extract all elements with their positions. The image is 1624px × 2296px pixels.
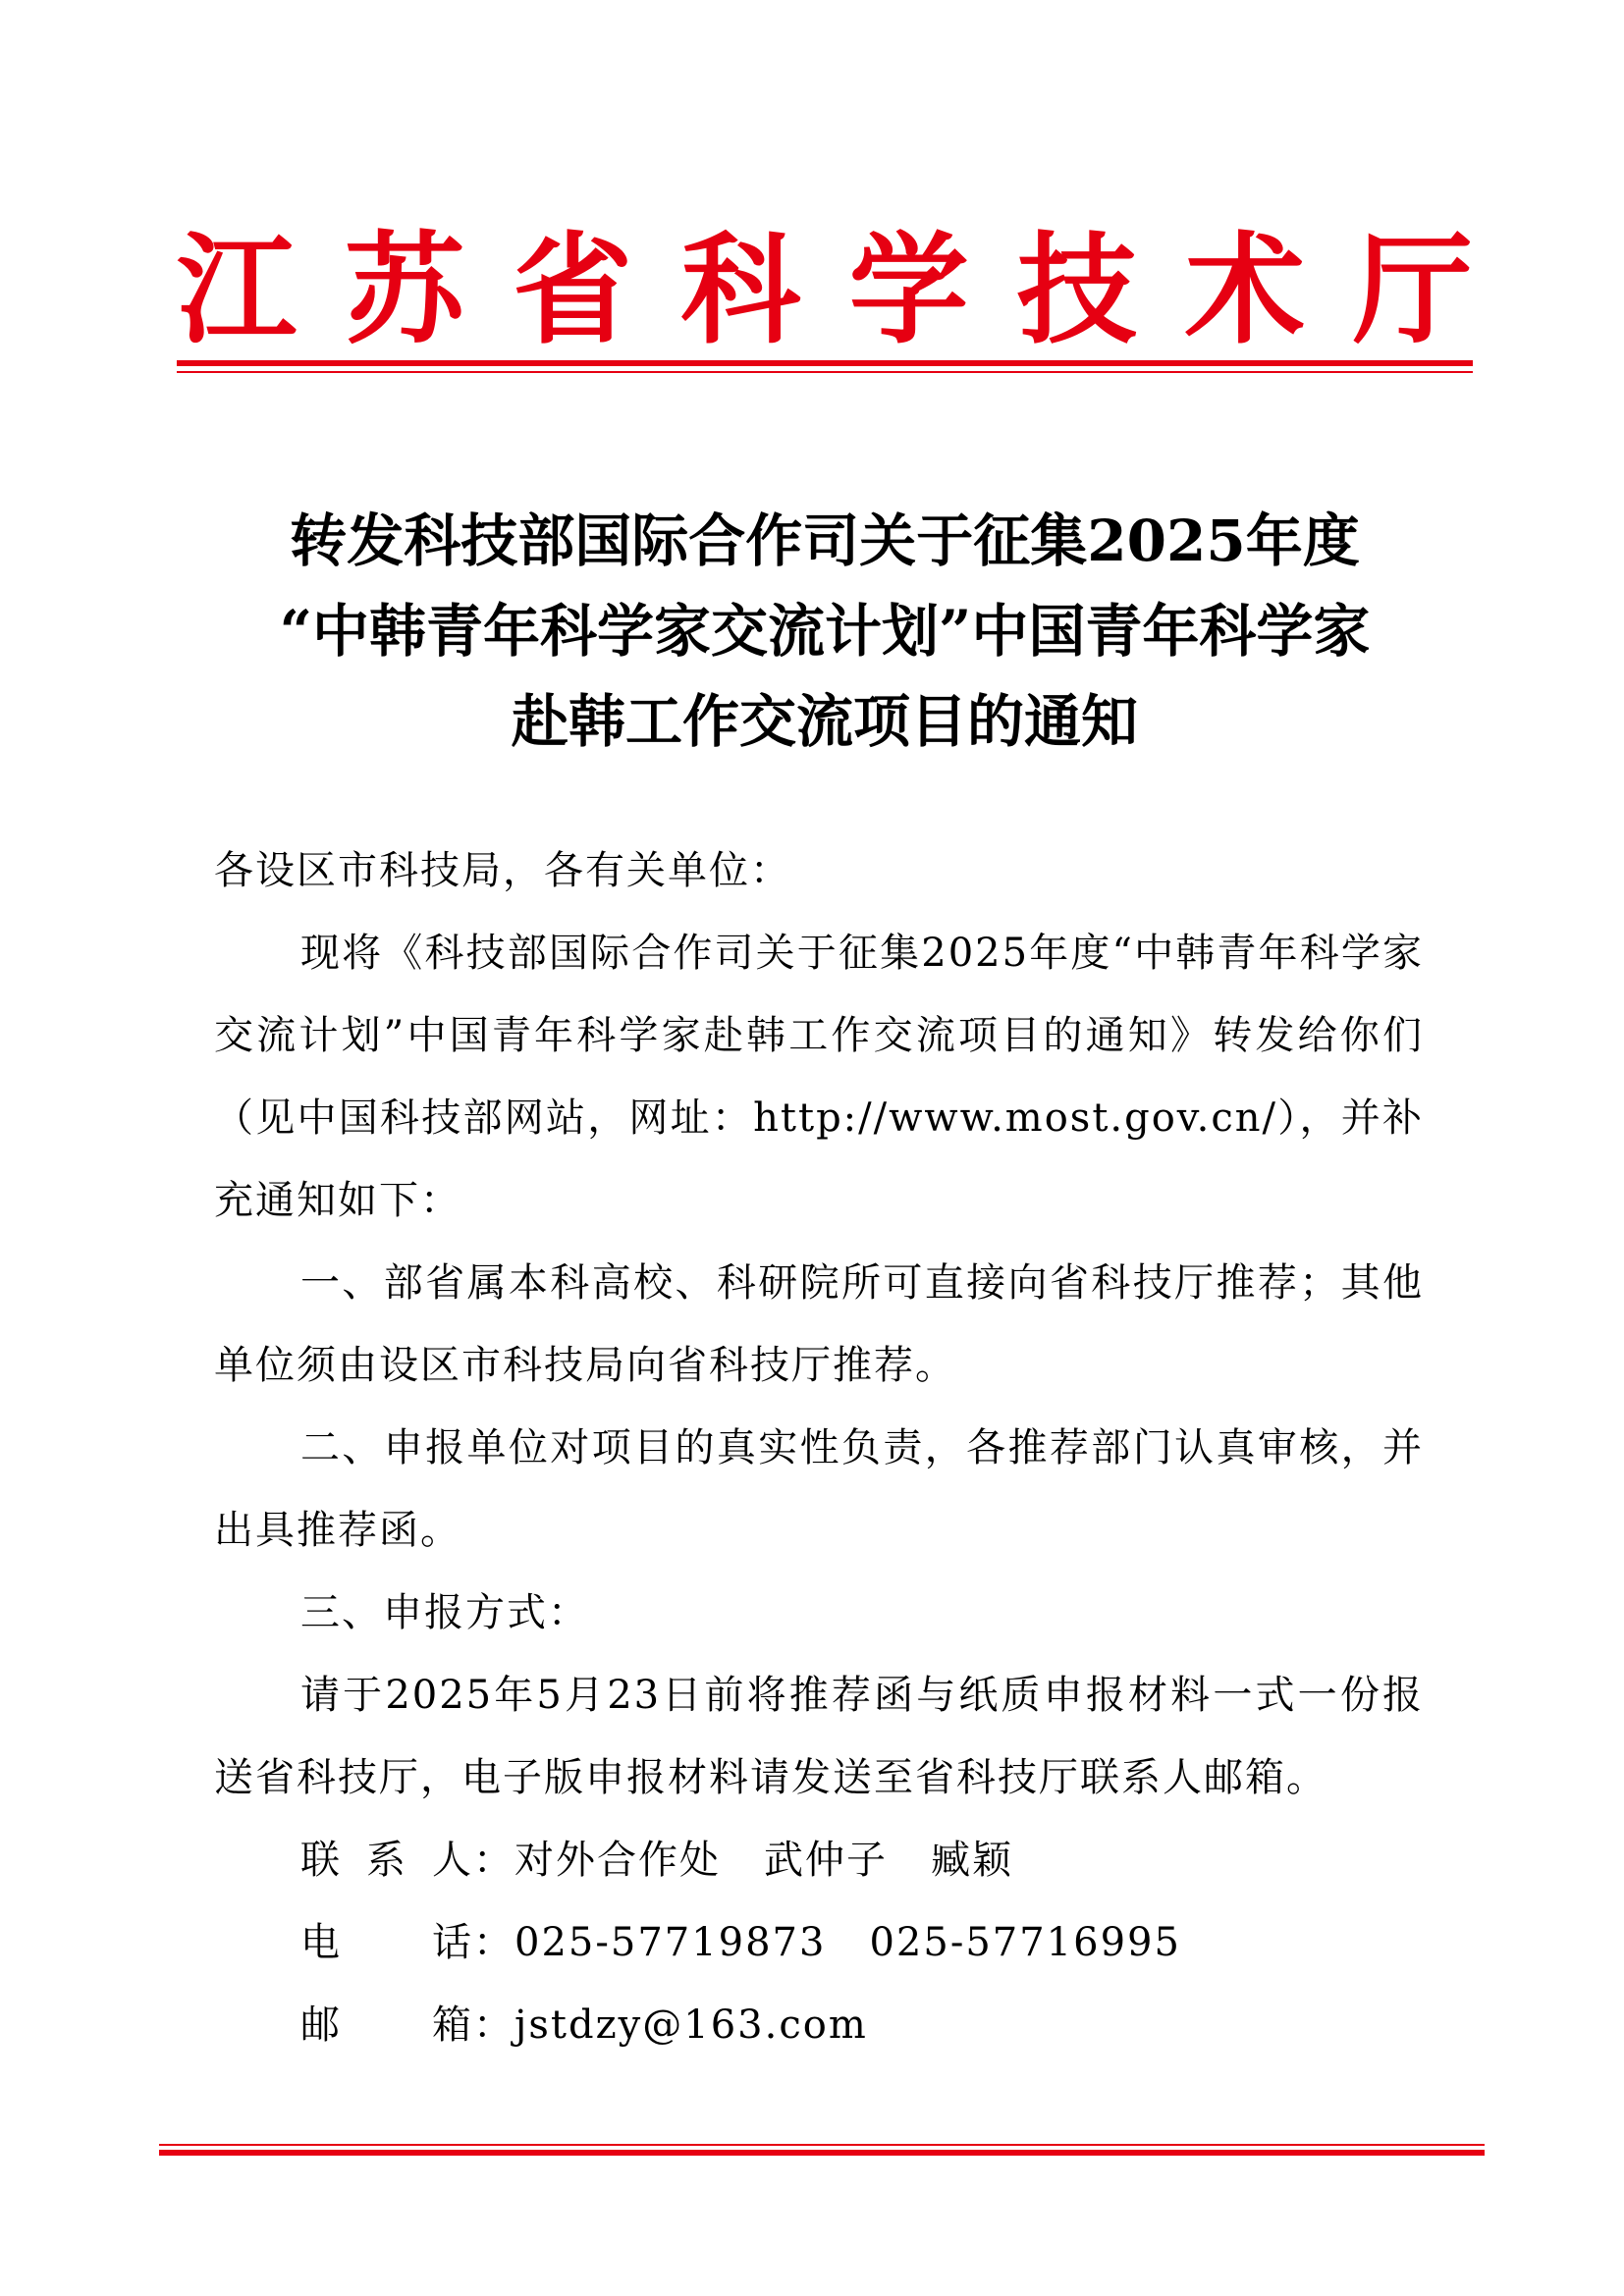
item-3-heading: 三、申报方式： [300, 1590, 589, 1635]
contact-person-label: 联系人 [300, 1838, 473, 1883]
contact-name: 武仲子 [764, 1838, 888, 1883]
masthead-char: 技 [1016, 219, 1137, 360]
contact-name: 臧颖 [931, 1838, 1013, 1883]
agency-masthead [177, 216, 1473, 363]
title-line-3: 赴韩工作交流项目的通知 [511, 688, 1138, 755]
contact-phone: 025-57716995 [869, 1920, 1181, 1965]
contact-email-row [300, 1984, 1424, 2066]
masthead-char: 学 [848, 219, 969, 360]
masthead-char: 苏 [345, 219, 465, 360]
header-divider-thick [177, 360, 1473, 366]
contact-phone: 025-57719873 [514, 1920, 827, 1965]
masthead-char: 厅 [1352, 219, 1473, 360]
contact-separator: ： [473, 2002, 514, 2048]
intro-paragraph: 现将《科技部国际合作司关于征集2025年度“中韩青年科学家交流计划”中国青年科学家赴韩工作交流项目的通知》转发给你们（见中国科技部网站，网址：http://www.most.gov.cn/），并补充通知如下： [214, 931, 1424, 1223]
document-body [214, 829, 1424, 2066]
masthead-char: 术 [1184, 219, 1305, 360]
item-1-paragraph: 一、部省属本科高校、科研院所可直接向省科技厅推荐；其他单位须由设区市科技局向省科技厅推荐。 [214, 1260, 1424, 1388]
salutation: 各设区市科技局，各有关单位： [214, 848, 791, 893]
contact-separator: ： [473, 1920, 514, 1965]
contact-dept: 对外合作处 [514, 1838, 721, 1883]
masthead-char: 科 [680, 219, 801, 360]
contact-email-label: 邮箱 [300, 2002, 473, 2048]
masthead-char: 江 [177, 219, 297, 360]
title-line-2: “中韩青年科学家交流计划”中国青年科学家 [279, 598, 1371, 665]
footer-divider-thick [159, 2150, 1485, 2156]
contact-phone-row [300, 1901, 1424, 1984]
contact-separator: ： [473, 1838, 514, 1883]
footer-divider-thin [159, 2144, 1485, 2146]
contact-phone-label: 电话 [300, 1920, 473, 1965]
masthead-char: 省 [513, 219, 633, 360]
contact-person-row [300, 1819, 1424, 1901]
title-line-1: 转发科技部国际合作司关于征集2025年度 [290, 507, 1360, 574]
contact-email: jstdzy@163.com [514, 2002, 868, 2048]
item-3-paragraph: 请于2025年5月23日前将推荐函与纸质申报材料一式一份报送省科技厅，电子版申报材料请发送至省科技厅联系人邮箱。 [214, 1673, 1424, 1800]
header-divider-thin [177, 371, 1473, 373]
item-2-paragraph: 二、申报单位对项目的真实性负责，各推荐部门认真审核，并出具推荐函。 [214, 1425, 1424, 1553]
document-title [196, 496, 1453, 767]
